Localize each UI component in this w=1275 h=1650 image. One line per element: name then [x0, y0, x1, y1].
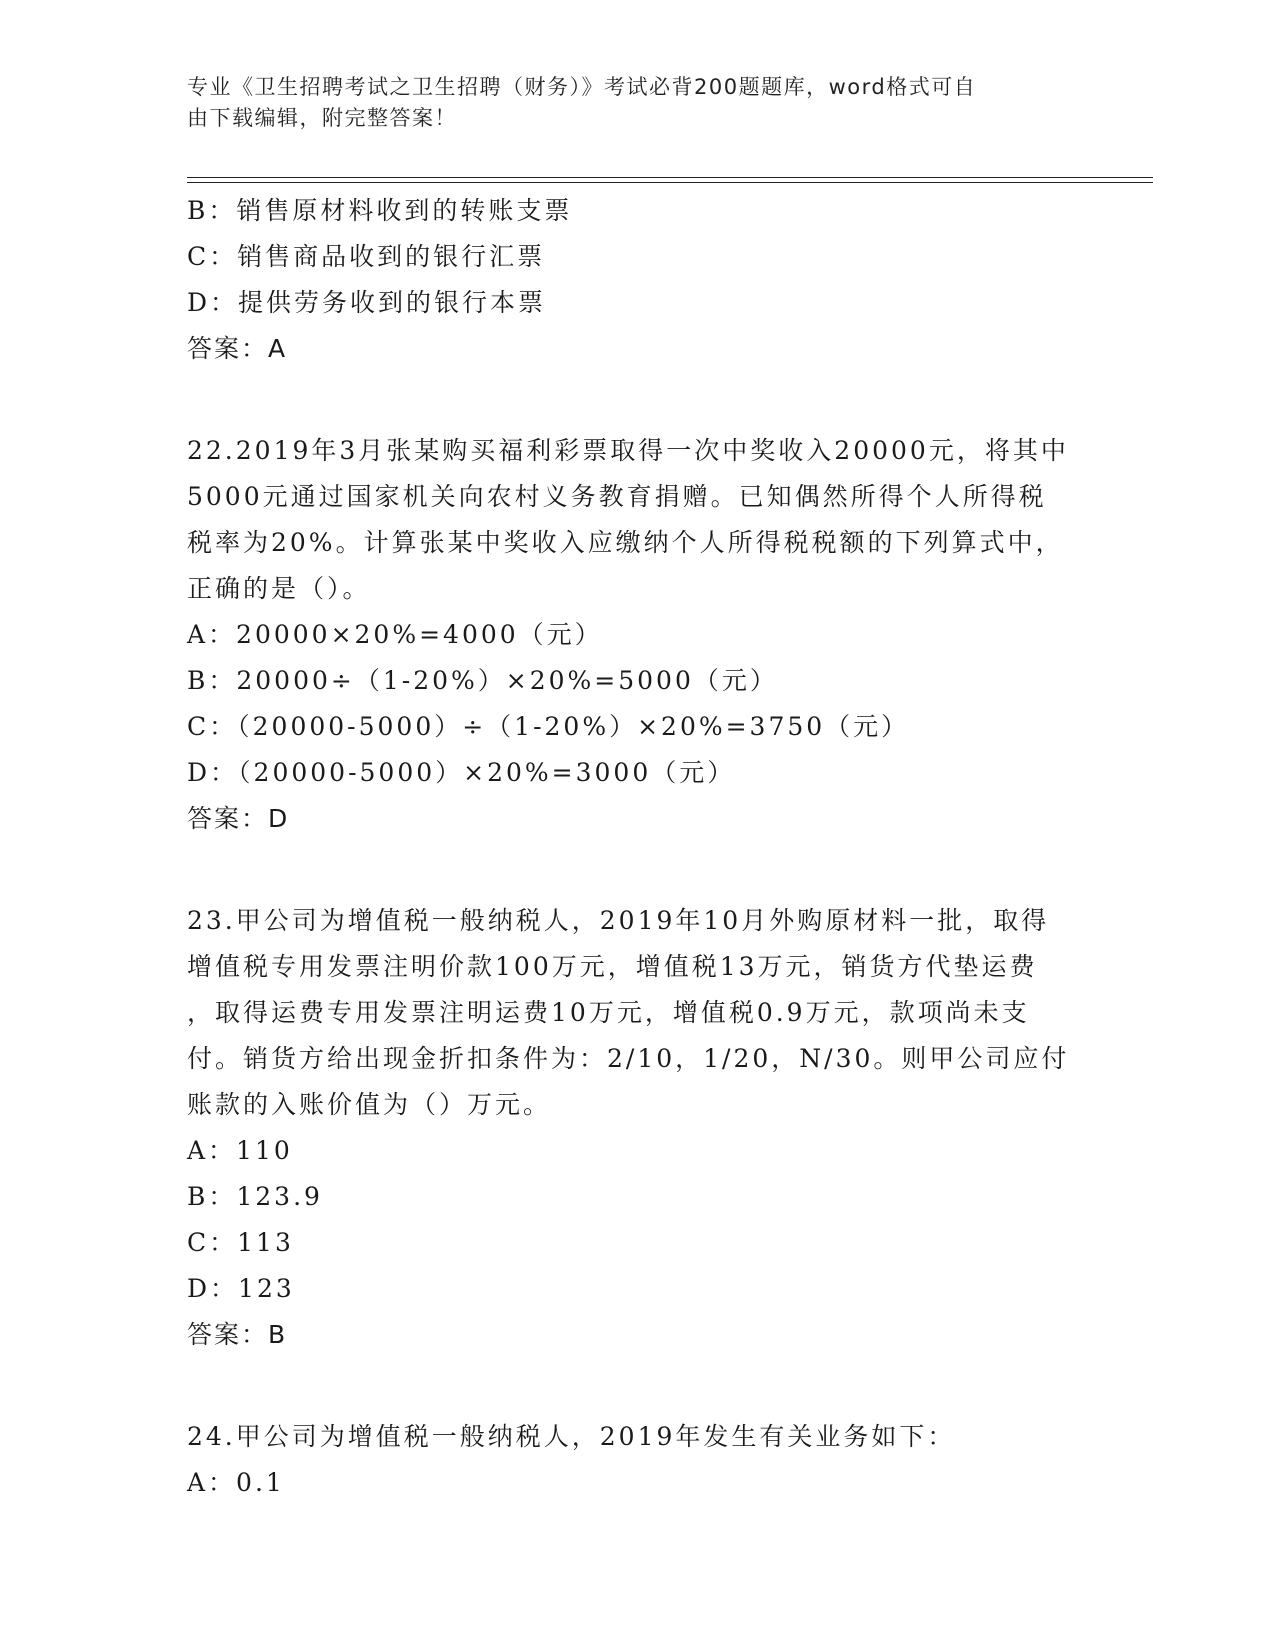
question-line: 付。销货方给出现金折扣条件为：2/10，1/20，N/30。则甲公司应付 — [187, 1044, 1070, 1073]
question-line: 24.甲公司为增值税一般纳税人，2019年发生有关业务如下： — [187, 1422, 956, 1451]
option-c: C：（20000-5000）÷（1-20%）×20%=3750（元） — [187, 712, 910, 741]
option-c: C：销售商品收到的银行汇票 — [187, 242, 546, 271]
header-divider-bottom — [187, 182, 1153, 183]
spacer — [187, 842, 1087, 898]
question-line: 22.2019年3月张某购买福利彩票取得一次中奖收入20000元，将其中 — [187, 436, 1069, 465]
option-b: B：123.9 — [187, 1182, 323, 1211]
question-24 — [187, 1414, 1087, 1506]
answer: 答案：D — [187, 804, 290, 833]
header-divider-top — [187, 177, 1153, 178]
option-a: A：0.1 — [187, 1468, 285, 1497]
question-line: 23.甲公司为增值税一般纳税人，2019年10月外购原材料一批，取得 — [187, 906, 1050, 935]
option-c: C：113 — [187, 1228, 294, 1257]
question-line: ，取得运费专用发票注明运费10万元，增值税0.9万元，款项尚未支 — [187, 998, 1030, 1027]
question-23 — [187, 898, 1087, 1358]
option-d: D：（20000-5000）×20%=3000（元） — [187, 758, 736, 787]
question-line: 账款的入账价值为（）万元。 — [187, 1090, 552, 1119]
question-line: 增值税专用发票注明价款100万元，增值税13万元，销货方代垫运费 — [187, 952, 1038, 981]
question-22 — [187, 428, 1087, 842]
document-body — [187, 188, 1087, 1506]
question-line: 5000元通过国家机关向农村义务教育捐赠。已知偶然所得个人所得税 — [187, 482, 1047, 511]
question-21-tail — [187, 188, 1087, 372]
question-line: 税率为20%。计算张某中奖收入应缴纳个人所得税税额的下列算式中， — [187, 528, 1064, 557]
option-b: B：20000÷（1-20%）×20%=5000（元） — [187, 666, 778, 695]
header-line-2: 由下载编辑，附完整答案！ — [187, 106, 457, 130]
answer: 答案：B — [187, 1320, 288, 1349]
option-a: A：20000×20%=4000（元） — [187, 620, 603, 649]
option-d: D：提供劳务收到的银行本票 — [187, 288, 547, 317]
option-a: A：110 — [187, 1136, 293, 1165]
header-line-1: 专业《卫生招聘考试之卫生招聘（财务）》考试必背200题题库，word格式可自 — [187, 75, 977, 99]
document-header — [187, 72, 1067, 134]
question-line: 正确的是（）。 — [187, 574, 371, 603]
spacer — [187, 1358, 1087, 1414]
answer: 答案：A — [187, 334, 288, 363]
spacer — [187, 372, 1087, 428]
option-d: D：123 — [187, 1274, 295, 1303]
option-b: B：销售原材料收到的转账支票 — [187, 196, 573, 225]
